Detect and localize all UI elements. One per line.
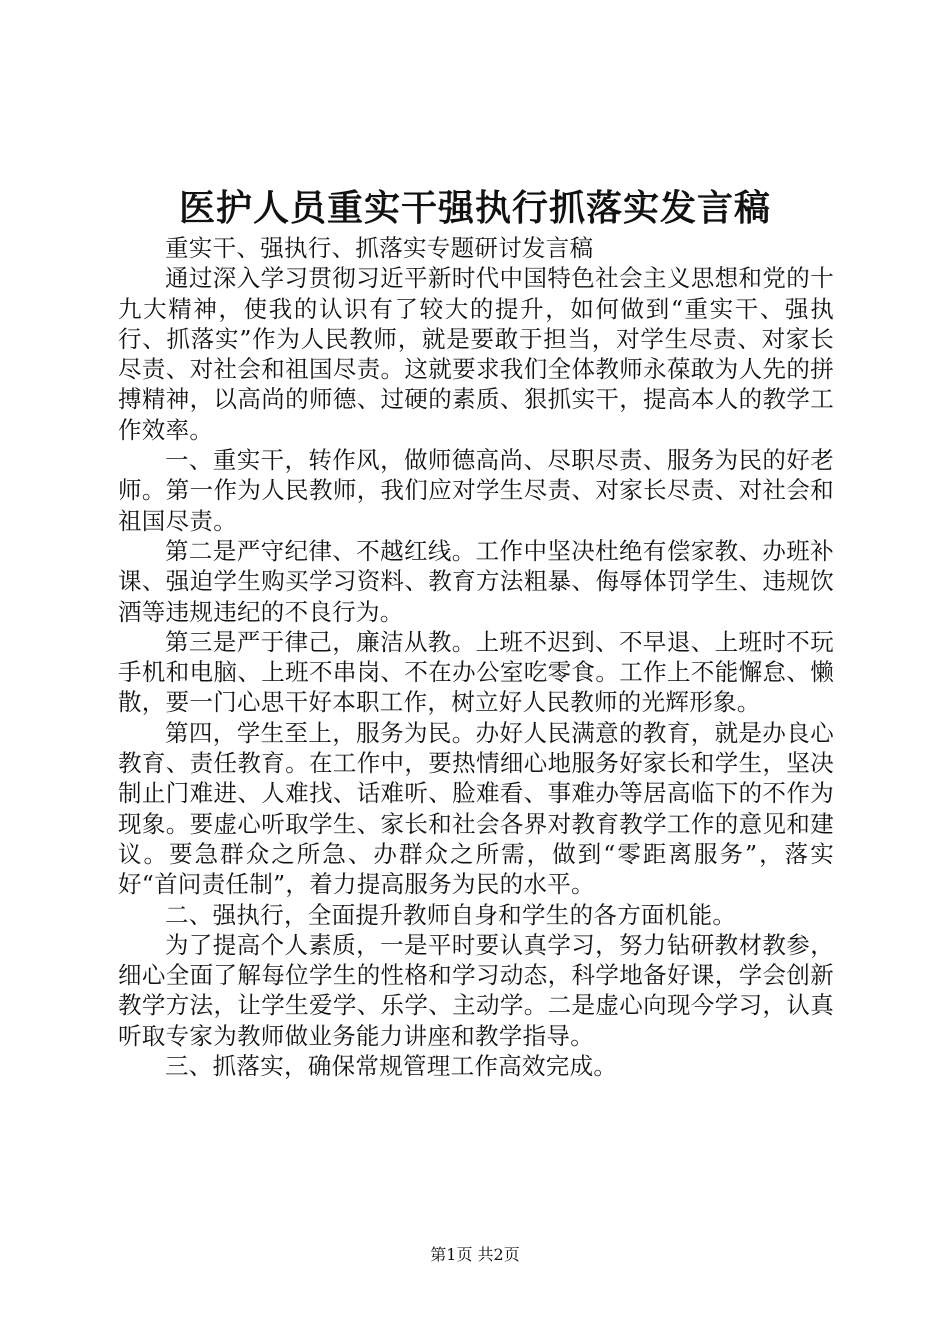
- paragraph-improve-quality: 为了提高个人素质，一是平时要认真学习，努力钻研教材教参，细心全面了解每位学生的性格和学习动态，科学地备好课，学会创新教学方法，让学生爱学、乐学、主动学。二是虚心向现今学习，认真听取专家为教师做业务能力讲座和教学指导。: [118, 930, 834, 1050]
- document-title: 医护人员重实干强执行抓落实发言稿: [178, 187, 771, 229]
- page-number-footer: 第1页 共2页: [430, 1245, 520, 1264]
- paragraph-subtitle: 重实干、强执行、抓落实专题研讨发言稿: [165, 234, 594, 262]
- paragraph-section-2: 二、强执行，全面提升教师自身和学生的各方面机能。: [165, 900, 737, 929]
- paragraph-intro: 通过深入学习贯彻习近平新时代中国特色社会主义思想和党的十九大精神，使我的认识有了较大的提升，如何做到“重实干、强执行、抓落实”作为人民教师，就是要敢于担当，对学生尽责、对家长尽责、对社会和祖国尽责。这就要求我们全体教师永葆敢为人先的拼搏精神，以高尚的师德、过硬的素质、狠抓实干，提高本人的教学工作效率。: [118, 264, 834, 444]
- paragraph-fourth: 第四，学生至上，服务为民。办好人民满意的教育，就是办良心教育、责任教育。在工作中，要热情细心地服务好家长和学生，坚决制止门难进、人难找、话难听、脸难看、事难办等居高临下的不作为现象。要虚心听取学生、家长和社会各界对教育教学工作的意见和建议。要急群众之所急、办群众之所需，做到“零距离服务”，落实好“首问责任制”，着力提高服务为民的水平。: [118, 718, 834, 899]
- paragraph-second: 第二是严守纪律、不越红线。工作中坚决杜绝有偿家教、办班补课、强迫学生购买学习资料、教育方法粗暴、侮辱体罚学生、违规饮酒等违规违纪的不良行为。: [118, 536, 834, 626]
- paragraph-section-3: 三、抓落实，确保常规管理工作高效完成。: [165, 1052, 618, 1081]
- paragraph-section-1: 一、重实干，转作风，做师德高尚、尽职尽责、服务为民的好老师。第一作为人民教师，我们应对学生尽责、对家长尽责、对社会和祖国尽责。: [118, 446, 834, 535]
- document-body: [118, 233, 834, 1081]
- paragraph-third: 第三是严于律己，廉洁从教。上班不迟到、不早退、上班时不玩手机和电脑、上班不串岗、不在办公室吃零食。工作上不能懈怠、懒散，要一门心思干好本职工作，树立好人民教师的光辉形象。: [118, 627, 834, 717]
